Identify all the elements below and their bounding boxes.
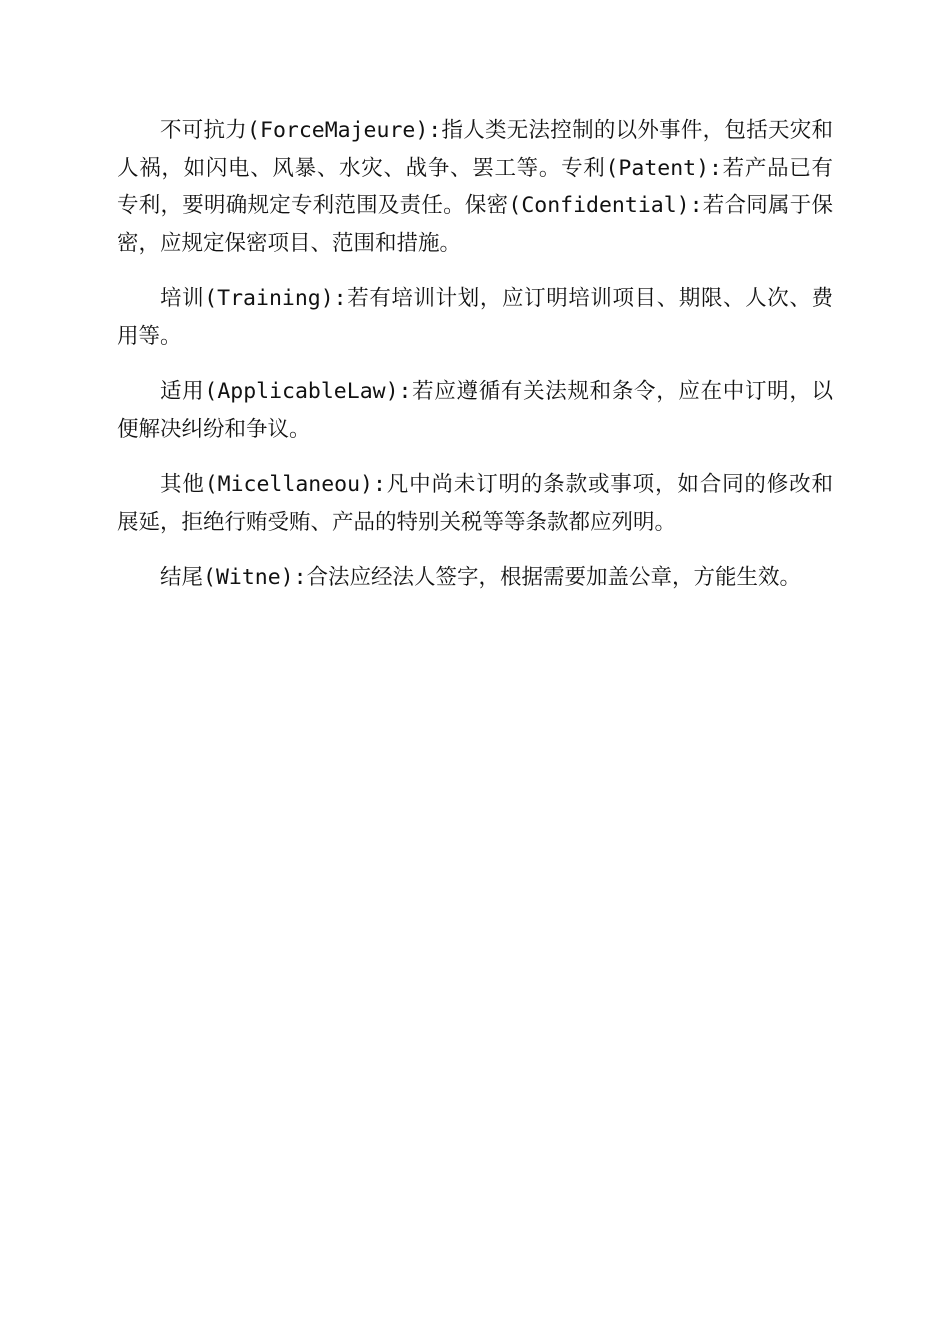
document-body <box>117 112 833 615</box>
paragraph-training: 培训(Training):若有培训计划，应订明培训项目、期限、人次、费用等。 <box>117 286 833 349</box>
paragraph-force-majeure: 不可抗力(ForceMajeure):指人类无法控制的以外事件，包括天灾和人祸，如闪电、风暴、水灾、战争、罢工等。专利(Patent):若产品已有专利，要明确规定专利范围及责任。保密(Confidential):若合同属于保密，应规定保密项目、范围和措施。 <box>117 118 833 256</box>
paragraph-witness: 结尾(Witne):合法应经法人签字，根据需要加盖公章，方能生效。 <box>160 565 802 590</box>
paragraph-miscellaneous: 其他(Micellaneou):凡中尚未订明的条款或事项，如合同的修改和展延，拒绝行贿受贿、产品的特别关税等等条款都应列明。 <box>117 472 833 535</box>
paragraph-applicable-law: 适用(ApplicableLaw):若应遵循有关法规和条令，应在中订明，以便解决纠纷和争议。 <box>117 379 833 442</box>
